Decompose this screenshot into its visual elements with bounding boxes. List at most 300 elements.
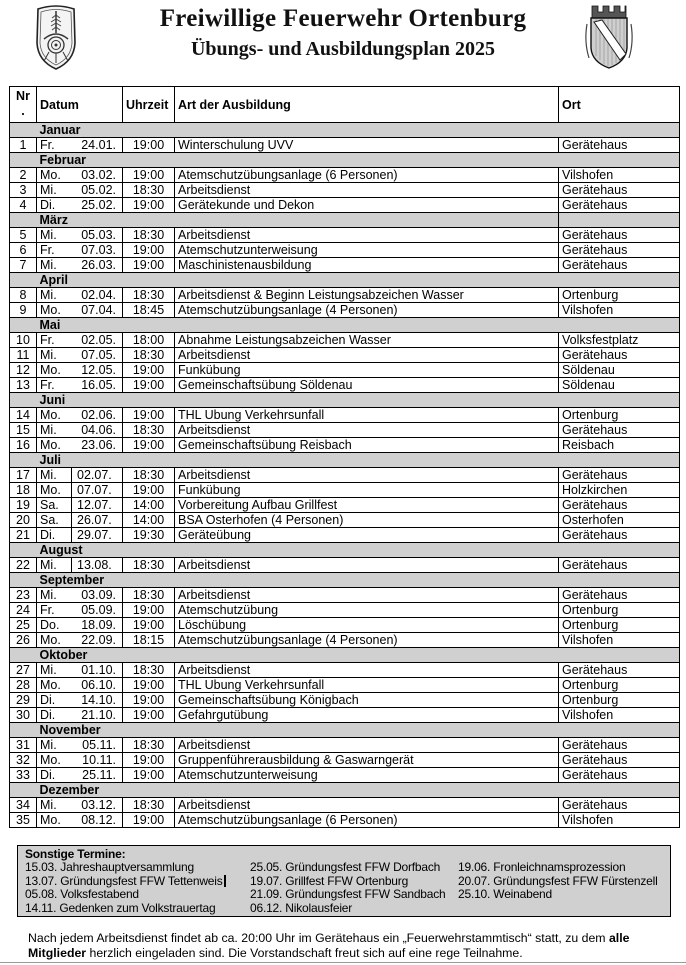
table-row [10,558,680,573]
date-cell: 03.09. [72,588,123,603]
date-cell: 07.04. [72,303,123,318]
nr-cell: 29 [10,693,37,708]
table-row [10,183,680,198]
date-cell: 24.01. [72,138,123,153]
table-row [10,528,680,543]
other-date-item: 25.10. Weinabend [458,887,552,901]
month-band-spacer [10,273,37,288]
month-label: Dezember [37,783,559,798]
weekday-cell: Mo. [37,438,72,453]
date-cell: 12.07. [72,498,123,513]
location-cell: Vilshofen [559,813,680,828]
date-cell: 07.05. [72,348,123,363]
nr-cell: 32 [10,753,37,768]
month-band-ort-cell [559,573,680,588]
weekday-cell: Di. [37,693,72,708]
time-cell: 18:30 [123,288,175,303]
month-band-row [10,393,680,408]
month-band-ort-cell [559,723,680,738]
weekday-cell: Fr. [37,243,72,258]
nr-cell: 1 [10,138,37,153]
other-date-item: 14.11. Gedenken zum Volkstrauertag [25,900,216,915]
month-band-ort-cell [559,648,680,663]
location-cell: Vilshofen [559,633,680,648]
location-cell: Gerätehaus [559,183,680,198]
table-row [10,708,680,723]
training-type-cell: BSA Osterhofen (4 Personen) [175,513,559,528]
date-cell: 25.11. [72,768,123,783]
time-cell: 19:00 [123,408,175,423]
table-body [10,123,680,828]
month-band-ort-cell [559,543,680,558]
document-header [0,0,686,80]
weekday-cell: Mi. [37,738,72,753]
month-band-spacer [10,648,37,663]
month-band-ort-cell [559,153,680,168]
month-band-row [10,543,680,558]
stammtisch-note [28,931,678,961]
training-type-cell: Gefahrgutübung [175,708,559,723]
training-type-cell: Arbeitsdienst [175,663,559,678]
nr-cell: 8 [10,288,37,303]
weekday-cell: Mo. [37,408,72,423]
weekday-cell: Mi. [37,228,72,243]
month-band-row [10,783,680,798]
nr-cell: 33 [10,768,37,783]
weekday-cell: Fr. [37,138,72,153]
weekday-cell: Mo. [37,303,72,318]
training-type-cell: Atemschutzübungsanlage (6 Personen) [175,813,559,828]
date-cell: 02.05. [72,333,123,348]
column-header-nr: Nr . [10,87,37,123]
nr-cell: 19 [10,498,37,513]
date-cell: 04.06. [72,423,123,438]
location-cell: Ortenburg [559,288,680,303]
date-cell: 26.03. [72,258,123,273]
time-cell: 19:00 [123,768,175,783]
table-row [10,258,680,273]
other-dates-heading: Sonstige Termine: [25,847,126,861]
nr-cell: 16 [10,438,37,453]
training-type-cell: Arbeitsdienst [175,423,559,438]
month-band-spacer [10,723,37,738]
month-label: Januar [37,123,559,138]
training-type-cell: Winterschulung UVV [175,138,559,153]
nr-cell: 34 [10,798,37,813]
nr-cell: 7 [10,258,37,273]
nr-cell: 27 [10,663,37,678]
weekday-cell: Mi. [37,558,72,573]
nr-cell: 21 [10,528,37,543]
training-type-cell: Gemeinschaftsübung Söldenau [175,378,559,393]
training-type-cell: Arbeitsdienst & Beginn Leistungsabzeichen Wasser [175,288,559,303]
weekday-cell: Fr. [37,378,72,393]
location-cell: Söldenau [559,363,680,378]
date-cell: 05.09. [72,603,123,618]
date-cell: 29.07. [72,528,123,543]
table-row [10,228,680,243]
nr-cell: 17 [10,468,37,483]
month-band-spacer [10,213,37,228]
table-row [10,483,680,498]
time-cell: 18:45 [123,303,175,318]
location-cell: Gerätehaus [559,528,680,543]
month-band-row [10,318,680,333]
weekday-cell: Di. [37,528,72,543]
table-row [10,588,680,603]
weekday-cell: Di. [37,198,72,213]
nr-cell: 2 [10,168,37,183]
other-date-item: 15.03. Jahreshauptversammlung [25,860,194,874]
training-type-cell: THL Ubung Verkehrsunfall [175,408,559,423]
town-coat-of-arms-icon [582,2,636,70]
location-cell: Volksfestplatz [559,333,680,348]
location-cell: Vilshofen [559,708,680,723]
weekday-cell: Mo. [37,363,72,378]
month-band-ort-cell [559,453,680,468]
date-cell: 21.10. [72,708,123,723]
location-cell: Gerätehaus [559,753,680,768]
date-cell: 02.06. [72,408,123,423]
location-cell: Gerätehaus [559,768,680,783]
time-cell: 14:00 [123,513,175,528]
table-row [10,438,680,453]
weekday-cell: Mi. [37,798,72,813]
date-cell: 02.04. [72,288,123,303]
table-row [10,813,680,828]
other-date-item: 13.07. Gründungsfest FFW Tettenweis [25,875,226,889]
month-label: Juli [37,453,559,468]
location-cell: Holzkirchen [559,483,680,498]
nr-cell: 31 [10,738,37,753]
column-header-art: Art der Ausbildung [175,87,559,123]
training-type-cell: Gruppenführerausbildung & Gaswarngerät [175,753,559,768]
location-cell: Ortenburg [559,618,680,633]
training-type-cell: Arbeitsdienst [175,348,559,363]
table-row [10,378,680,393]
training-type-cell: Arbeitsdienst [175,738,559,753]
date-cell: 05.03. [72,228,123,243]
weekday-cell: Mi. [37,468,72,483]
training-type-cell: Arbeitsdienst [175,228,559,243]
note-text: Nach jedem Arbeitsdienst findet ab ca. 20:00 Uhr im Gerätehaus ein „Feuerwehrstammtisch“ statt, zu dem [28,931,609,945]
month-band-ort-cell [559,123,680,138]
table-row [10,738,680,753]
location-cell: Ortenburg [559,693,680,708]
location-cell: Reisbach [559,438,680,453]
document-subtitle: Übungs- und Ausbildungsplan 2025 [190,38,496,60]
date-cell: 07.07. [72,483,123,498]
date-cell: 14.10. [72,693,123,708]
page-bottom-rule [0,962,686,963]
weekday-cell: Mo. [37,813,72,828]
location-cell: Gerätehaus [559,498,680,513]
location-cell: Ortenburg [559,678,680,693]
table-row [10,423,680,438]
weekday-cell: Mi. [37,423,72,438]
month-label: September [37,573,559,588]
location-cell: Gerätehaus [559,138,680,153]
time-cell: 19:00 [123,243,175,258]
training-type-cell: Arbeitsdienst [175,588,559,603]
table-row [10,243,680,258]
text-cursor [224,875,226,887]
month-label: April [37,273,559,288]
column-header-uhrzeit: Uhrzeit [123,87,175,123]
training-type-cell: Vorbereitung Aufbau Grillfest [175,498,559,513]
month-band-ort-cell [559,393,680,408]
training-type-cell: Gerätekunde und Dekon [175,198,559,213]
other-date-item: 19.06. Fronleichnamsprozession [458,860,626,874]
training-type-cell: Gemeinschaftsübung Königbach [175,693,559,708]
other-date-item: 19.07. Grillfest FFW Ortenburg [250,873,409,888]
table-row [10,663,680,678]
location-cell: Gerätehaus [559,663,680,678]
location-cell: Gerätehaus [559,258,680,273]
time-cell: 18:30 [123,348,175,363]
weekday-cell: Mo. [37,483,72,498]
location-cell: Gerätehaus [559,423,680,438]
note-emphasis: alle Mitglieder [28,931,630,960]
month-band-spacer [10,153,37,168]
location-cell: Söldenau [559,378,680,393]
nr-cell: 18 [10,483,37,498]
time-cell: 19:00 [123,483,175,498]
month-band-spacer [10,123,37,138]
time-cell: 19:00 [123,678,175,693]
location-cell: Gerätehaus [559,243,680,258]
date-cell: 12.05. [72,363,123,378]
other-date-item: 06.12. Nikolausfeier [250,900,353,915]
table-row [10,513,680,528]
nr-cell: 23 [10,588,37,603]
training-type-cell: Geräteübung [175,528,559,543]
month-band-row [10,273,680,288]
column-header-datum: Datum [37,87,123,123]
month-band-ort-cell [559,273,680,288]
training-schedule-table [9,86,680,828]
nr-cell: 12 [10,363,37,378]
date-cell: 08.12. [72,813,123,828]
nr-cell: 24 [10,603,37,618]
date-cell: 03.02. [72,168,123,183]
time-cell: 18:00 [123,333,175,348]
training-type-cell: Maschinistenausbildung [175,258,559,273]
training-type-cell: Atemschutzunterweisung [175,768,559,783]
location-cell: Osterhofen [559,513,680,528]
other-date-item: 25.05. Gründungsfest FFW Dorfbach [250,860,441,874]
table-row [10,333,680,348]
month-band-spacer [10,783,37,798]
table-row [10,768,680,783]
training-type-cell: Arbeitsdienst [175,468,559,483]
nr-cell: 25 [10,618,37,633]
location-cell: Vilshofen [559,303,680,318]
weekday-cell: Mo. [37,633,72,648]
weekday-cell: Mi. [37,288,72,303]
weekday-cell: Mo. [37,168,72,183]
table-row [10,603,680,618]
note-text: herzlich eingeladen sind. Die Vorstandschaft freut sich auf eine rege Teilnahme. [86,946,523,960]
nr-cell: 22 [10,558,37,573]
time-cell: 19:30 [123,528,175,543]
nr-cell: 6 [10,243,37,258]
training-type-cell: Atemschutzübungsanlage (6 Personen) [175,168,559,183]
nr-cell: 11 [10,348,37,363]
location-cell: Gerätehaus [559,228,680,243]
month-band-ort-cell [559,783,680,798]
location-cell: Gerätehaus [559,588,680,603]
training-type-cell: Atemschutzübung [175,603,559,618]
date-cell: 18.09. [72,618,123,633]
date-cell: 03.12. [72,798,123,813]
date-cell: 26.07. [72,513,123,528]
location-cell: Ortenburg [559,408,680,423]
month-band-row [10,123,680,138]
table-row [10,198,680,213]
time-cell: 18:30 [123,228,175,243]
month-band-row [10,573,680,588]
training-type-cell: Funkübung [175,483,559,498]
time-cell: 19:00 [123,618,175,633]
table-row [10,303,680,318]
date-cell: 23.06. [72,438,123,453]
weekday-cell: Mi. [37,258,72,273]
time-cell: 19:00 [123,438,175,453]
table-row [10,468,680,483]
nr-cell: 13 [10,378,37,393]
month-band-spacer [10,453,37,468]
time-cell: 19:00 [123,258,175,273]
date-cell: 25.02. [72,198,123,213]
weekday-cell: Mi. [37,183,72,198]
time-cell: 19:00 [123,753,175,768]
date-cell: 05.11. [72,738,123,753]
time-cell: 19:00 [123,363,175,378]
training-type-cell: Funkübung [175,363,559,378]
other-date-item: 21.09. Gründungsfest FFW Sandbach [250,887,446,901]
table-row [10,288,680,303]
time-cell: 19:00 [123,138,175,153]
nr-cell: 9 [10,303,37,318]
location-cell: Gerätehaus [559,738,680,753]
time-cell: 19:00 [123,708,175,723]
nr-cell: 26 [10,633,37,648]
weekday-cell: Mo. [37,678,72,693]
nr-cell: 3 [10,183,37,198]
month-band-ort-cell [559,213,680,228]
time-cell: 19:00 [123,378,175,393]
training-type-cell: Arbeitsdienst [175,558,559,573]
other-dates-box [17,845,671,917]
table-row [10,798,680,813]
table-row [10,348,680,363]
table-row [10,633,680,648]
time-cell: 19:00 [123,603,175,618]
nr-cell: 10 [10,333,37,348]
table-row [10,693,680,708]
date-cell: 02.07. [72,468,123,483]
time-cell: 19:00 [123,198,175,213]
time-cell: 18:30 [123,738,175,753]
time-cell: 18:30 [123,183,175,198]
table-row [10,168,680,183]
training-type-cell: Atemschutzübungsanlage (4 Personen) [175,633,559,648]
date-cell: 10.11. [72,753,123,768]
other-dates-column-2 [250,861,446,915]
date-cell: 01.10. [72,663,123,678]
date-cell: 22.09. [72,633,123,648]
weekday-cell: Fr. [37,603,72,618]
location-cell: Gerätehaus [559,468,680,483]
nr-cell: 14 [10,408,37,423]
table-row [10,498,680,513]
training-type-cell: Arbeitsdienst [175,798,559,813]
training-type-cell: Gemeinschaftsübung Reisbach [175,438,559,453]
table-row [10,363,680,378]
other-date-item: 05.08. Volksfestabend [25,887,139,901]
month-band-spacer [10,543,37,558]
nr-cell: 20 [10,513,37,528]
training-type-cell: Arbeitsdienst [175,183,559,198]
month-band-row [10,453,680,468]
training-type-cell: Atemschutzübungsanlage (4 Personen) [175,303,559,318]
month-label: Juni [37,393,559,408]
month-label: März [37,213,559,228]
time-cell: 18:30 [123,558,175,573]
weekday-cell: Mi. [37,588,72,603]
time-cell: 18:30 [123,663,175,678]
weekday-cell: Sa. [37,513,72,528]
nr-cell: 4 [10,198,37,213]
month-band-spacer [10,318,37,333]
location-cell: Gerätehaus [559,198,680,213]
weekday-cell: Fr. [37,333,72,348]
document-title: Freiwillige Feuerwehr Ortenburg [159,5,527,32]
time-cell: 18:30 [123,588,175,603]
time-cell: 18:15 [123,633,175,648]
table-row [10,138,680,153]
month-label: Oktober [37,648,559,663]
column-header-ort: Ort [559,87,680,123]
training-type-cell: Löschübung [175,618,559,633]
month-band-spacer [10,573,37,588]
time-cell: 19:00 [123,693,175,708]
month-label: Mai [37,318,559,333]
weekday-cell: Mo. [37,753,72,768]
month-label: August [37,543,559,558]
month-band-spacer [10,393,37,408]
other-dates-column-1 [25,861,226,915]
table-row [10,678,680,693]
date-cell: 13.08. [72,558,123,573]
nr-cell: 15 [10,423,37,438]
month-band-row [10,648,680,663]
training-type-cell: Abnahme Leistungsabzeichen Wasser [175,333,559,348]
location-cell: Gerätehaus [559,348,680,363]
date-cell: 06.10. [72,678,123,693]
weekday-cell: Mi. [37,663,72,678]
table-row [10,408,680,423]
other-date-item: 20.07. Gründungsfest FFW Fürstenzell [458,873,658,888]
date-cell: 05.02. [72,183,123,198]
nr-cell: 5 [10,228,37,243]
table-row [10,753,680,768]
month-band-ort-cell [559,318,680,333]
nr-cell: 28 [10,678,37,693]
weekday-cell: Di. [37,768,72,783]
month-label: November [37,723,559,738]
